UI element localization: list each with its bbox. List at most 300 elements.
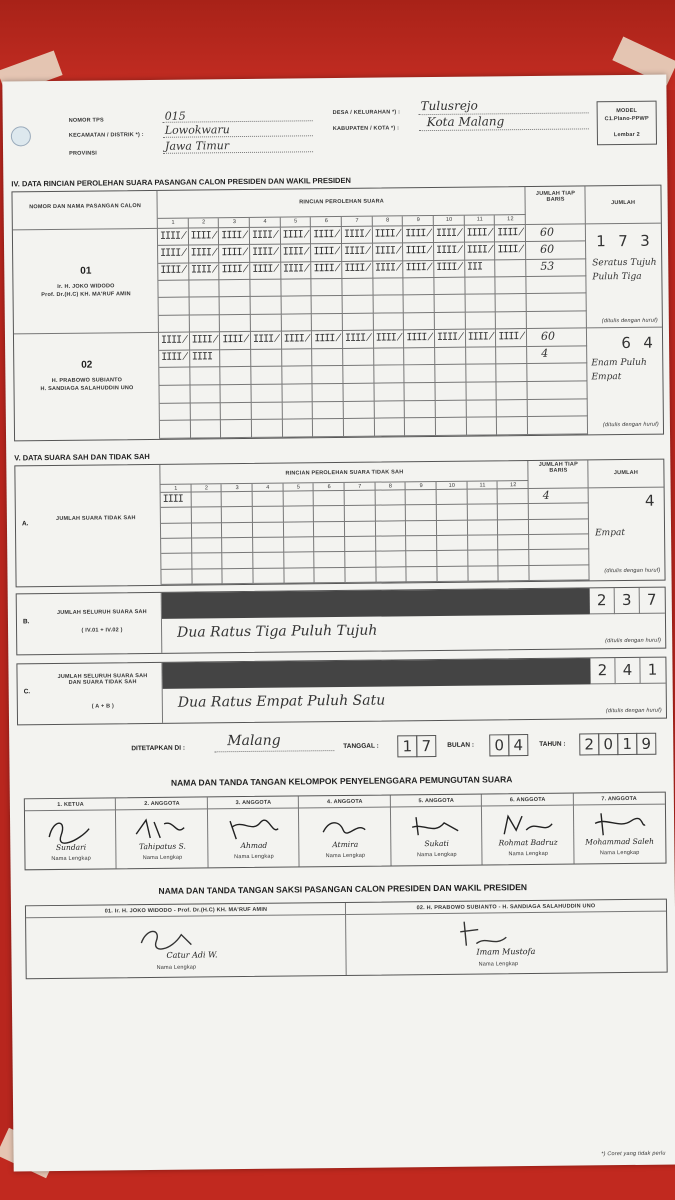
header-jumlah-baris-v-cell <box>528 460 588 489</box>
tally-cell <box>404 261 435 279</box>
tahun-digit-1: 2 <box>584 735 595 754</box>
tally-cell <box>437 505 468 521</box>
tally-cell <box>192 523 223 539</box>
nomor-tps-label: NOMOR TPS <box>68 117 104 124</box>
tally-cell <box>253 553 284 569</box>
kpps-sign-cell <box>299 807 391 866</box>
tally-cell <box>437 490 468 506</box>
tahun-digit-2: 0 <box>603 735 614 754</box>
c-digit-box <box>615 658 640 684</box>
tally-cell <box>282 402 313 420</box>
kpps-member-name: Rohmat Badruz <box>498 837 558 848</box>
provinsi-label: PROVINSI <box>69 150 97 157</box>
tally-mark: IIII̸ <box>497 244 524 256</box>
bulan-label: BULAN : <box>447 741 475 749</box>
candidate-02-digit-1: 6 <box>621 333 631 353</box>
tally-cell <box>404 313 435 331</box>
header-jumlah-baris-cell <box>525 186 585 225</box>
tally-cell <box>404 330 435 348</box>
tally-cell <box>192 538 223 554</box>
tally-cell <box>159 350 190 368</box>
b-digit-box <box>640 588 665 614</box>
tally-cell <box>376 521 407 537</box>
candidate-02-name2: H. SANDIAGA SALAHUDDIN UNO <box>40 385 134 393</box>
tally-cell <box>344 419 375 437</box>
kpps-role-label: 4. ANGGOTA <box>327 798 363 806</box>
tally-cell <box>189 298 220 316</box>
row-total-cell <box>529 488 589 504</box>
column-number: 7 <box>355 217 359 224</box>
tally-cell <box>158 229 189 247</box>
ditetapkan-place: Malang <box>227 732 281 750</box>
kabupaten-value: Kota Malang <box>426 114 505 130</box>
column-number-cell <box>158 219 189 229</box>
tally-mark: IIII̸ <box>282 263 310 275</box>
tally-mark: IIII̸ <box>283 333 310 345</box>
kpps-caption: Nama Lengkap <box>416 851 457 859</box>
tally-cell <box>373 261 404 279</box>
tally-cell <box>284 568 315 584</box>
a-note: (ditulis dengan huruf) <box>604 567 661 575</box>
row-total-cell <box>526 224 586 242</box>
tally-cell <box>373 226 404 244</box>
candidate-02-number: 02 <box>81 359 93 371</box>
tally-cell <box>498 489 529 505</box>
tally-cell <box>282 367 313 385</box>
tally-cell <box>219 228 250 246</box>
tally-cell <box>220 263 251 281</box>
kpps-caption: Nama Lengkap <box>508 850 549 858</box>
tally-cell <box>345 521 376 537</box>
tally-cell <box>405 383 436 401</box>
kpps-role-header <box>25 798 117 811</box>
header-jumlah-cell <box>585 186 660 225</box>
column-number: 6 <box>324 218 329 225</box>
tally-cell <box>406 521 437 537</box>
tally-cell <box>250 262 281 280</box>
tally-cell <box>312 296 343 314</box>
b-digit-1: 2 <box>596 591 607 610</box>
tally-cell <box>281 227 312 245</box>
tally-cell <box>221 367 252 385</box>
tally-cell <box>376 567 407 583</box>
tally-cell <box>161 539 192 555</box>
row-total: 60 <box>540 242 555 256</box>
tally-cell <box>191 421 222 439</box>
tally-cell <box>436 400 467 418</box>
header-jumlah-v-text: JUMLAH <box>613 469 639 477</box>
tally-cell <box>220 297 251 315</box>
desa-value: Tulusrejo <box>420 98 478 114</box>
tahun-box <box>598 733 618 755</box>
tally-mark: IIII̸ <box>252 263 279 276</box>
tally-cell <box>466 400 497 418</box>
tally-cell <box>314 506 345 522</box>
candidate-01-words-1: Seratus Tujuh <box>592 257 657 269</box>
saksi-col2-sign <box>346 912 667 975</box>
b-label: JUMLAH SELURUH SUARA SAH <box>56 609 147 616</box>
kpps-caption: Nama Lengkap <box>599 849 640 857</box>
tally-cell <box>189 263 220 281</box>
tally-cell <box>467 489 498 505</box>
a-jumlah-cell <box>589 488 665 581</box>
saksi-col2-text: 02. H. PRABOWO SUBIANTO - H. SANDIAGA SALAHUDDIN UNO <box>416 903 596 912</box>
tally-cell <box>468 535 499 551</box>
a-label-cell <box>15 465 161 587</box>
tally-cell <box>220 280 251 298</box>
tally-cell <box>190 385 221 403</box>
tally-cell <box>223 569 254 585</box>
tally-mark: IIII̸ <box>252 333 280 345</box>
tally-cell <box>437 551 468 567</box>
tally-cell <box>342 261 373 279</box>
candidate-01-name-cell <box>13 229 159 335</box>
tahun-box <box>636 733 656 755</box>
tally-cell <box>192 554 223 570</box>
c-shaded-area <box>162 658 590 688</box>
tally-cell <box>498 520 529 536</box>
tally-cell <box>313 402 344 420</box>
section-v-title: V. DATA SUARA SAH DAN TIDAK SAH <box>14 451 150 463</box>
tally-mark: IIII̸ <box>190 247 217 259</box>
tally-cell <box>407 567 438 583</box>
tally-mark: IIII̸ <box>221 229 248 241</box>
b-label-cell <box>17 593 163 655</box>
tally-cell <box>497 382 528 400</box>
tally-cell <box>161 493 192 509</box>
b-formula: ( IV.01 + IV.02 ) <box>81 627 123 634</box>
tally-cell <box>284 553 315 569</box>
row-total: 60 <box>540 329 556 343</box>
tally-mark: IIII̸ <box>344 332 372 344</box>
column-number-cell <box>311 217 342 227</box>
kpps-member-name: Mohammad Saleh <box>585 836 654 847</box>
tally-cell <box>253 568 284 584</box>
b-digit-3: 7 <box>646 590 657 609</box>
c-digit-box <box>590 658 615 684</box>
tally-cell <box>342 244 373 262</box>
tally-cell <box>161 508 192 524</box>
tally-cell <box>160 403 191 421</box>
tally-cell <box>312 331 343 349</box>
kpps-caption: Nama Lengkap <box>325 852 366 860</box>
tally-mark: IIII̸ <box>498 330 525 343</box>
column-number-cell <box>495 215 526 225</box>
tanggal-digit-2: 7 <box>421 737 432 756</box>
kpps-signature <box>496 810 560 841</box>
tally-cell <box>435 383 466 401</box>
kpps-role-header <box>208 796 300 809</box>
tally-mark: IIII̸ <box>405 245 432 257</box>
c-label-cell <box>17 663 163 725</box>
kpps-role-header <box>573 793 665 806</box>
tally-cell <box>252 385 283 403</box>
tally-cell <box>251 297 282 315</box>
kpps-title: NAMA DAN TANDA TANGAN KELOMPOK PENYELENGGARA PEMUNGUTAN SUARA <box>170 774 513 788</box>
tally-cell <box>343 348 374 366</box>
kpps-signature <box>39 814 103 845</box>
tally-cell <box>374 366 405 384</box>
c-label: JUMLAH SELURUH SUARA SAH DAN SUARA TIDAK SAH <box>57 673 148 686</box>
tally-mark: IIII̸ <box>252 246 279 258</box>
candidate-01-note: (ditulis dengan huruf) <box>601 317 658 325</box>
header-jumlah-baris-text: JUMLAH TIAP BARIS <box>535 190 576 203</box>
tally-cell <box>345 506 376 522</box>
tally-cell <box>434 278 465 296</box>
tally-cell <box>219 245 250 263</box>
tally-cell <box>434 243 465 261</box>
tally-cell <box>251 349 282 367</box>
tally-cell <box>311 227 342 245</box>
tally-cell <box>315 568 346 584</box>
candidate-01-digit-1: 1 <box>596 232 606 251</box>
provinsi-value: Jawa Timur <box>164 139 230 153</box>
tally-mark: IIII̸ <box>313 245 340 258</box>
row-total-cell <box>529 534 589 550</box>
column-number: 5 <box>294 218 298 225</box>
tally-mark: IIII̸ <box>343 228 371 240</box>
kpps-signature <box>130 814 194 845</box>
tally-cell <box>466 365 497 383</box>
tally-cell <box>496 294 527 312</box>
tally-cell <box>158 263 189 281</box>
bulan-digit-1: 0 <box>494 736 505 755</box>
header-rincian-tidak-sah-text: RINCIAN PEROLEHAN SUARA TIDAK SAH <box>285 469 404 477</box>
tally-cell <box>253 492 284 508</box>
row-total-cell <box>527 346 587 364</box>
candidate-02-name-cell <box>14 333 160 441</box>
saksi-caption-2: Nama Lengkap <box>478 961 519 968</box>
tally-cell <box>343 331 374 349</box>
a-words: Empat <box>595 528 625 539</box>
tally-mark: IIII̸ <box>161 352 188 364</box>
tally-cell <box>189 315 220 333</box>
tally-cell <box>435 330 466 348</box>
tally-mark: IIII̸ <box>406 331 433 344</box>
nomor-tps-value: 015 <box>164 109 186 123</box>
tally-cell <box>405 401 436 419</box>
row-total-cell <box>529 565 589 581</box>
tally-cell <box>373 278 404 296</box>
tally-mark: IIII̸ <box>374 262 402 274</box>
kpps-sign-cell <box>482 806 574 865</box>
tally-cell <box>251 332 282 350</box>
tally-cell <box>161 523 192 539</box>
candidate-01-jumlah-cell <box>586 224 662 329</box>
tally-cell <box>343 296 374 314</box>
tally-cell <box>374 401 405 419</box>
column-number: 8 <box>388 483 393 490</box>
tally-cell <box>373 244 404 262</box>
candidate-02-name1: H. PRABOWO SUBIANTO <box>51 377 123 385</box>
column-number-cell <box>342 217 373 227</box>
tally-cell <box>345 491 376 507</box>
tally-cell <box>251 367 282 385</box>
header-nomor-text: NOMOR DAN NAMA PASANGAN CALON <box>29 203 142 211</box>
row-total-cell <box>527 381 587 399</box>
tally-mark: IIII̸ <box>436 262 463 274</box>
tally-cell <box>222 507 253 523</box>
tally-cell <box>406 490 437 506</box>
tally-cell <box>313 366 344 384</box>
tally-mark: IIII̸ <box>375 332 402 344</box>
tanggal-digit-1: 1 <box>402 737 413 756</box>
candidate-01-number: 01 <box>80 265 92 277</box>
kpps-caption: Nama Lengkap <box>234 853 274 861</box>
tally-mark: IIII̸ <box>282 228 309 241</box>
tally-cell <box>405 365 436 383</box>
tally-cell <box>281 245 312 263</box>
row-total-cell <box>527 364 587 382</box>
row-total-cell <box>528 399 588 417</box>
model-label: MODEL <box>616 107 638 115</box>
header-rincian-text: RINCIAN PEROLEHAN SUARA <box>299 198 384 206</box>
kpps-member-name: Ahmad <box>240 840 268 851</box>
tally-cell <box>220 350 251 368</box>
column-number-cell <box>219 218 250 228</box>
tally-cell <box>161 554 192 570</box>
tally-cell <box>160 421 191 439</box>
saksi-title: NAMA DAN TANDA TANGAN SAKSI PASANGAN CALON PRESIDEN DAN WAKIL PRESIDEN <box>158 882 528 896</box>
a-digit: 4 <box>644 491 655 510</box>
kpps-sign-cell <box>208 808 300 867</box>
tally-cell <box>376 536 407 552</box>
tally-cell <box>404 278 435 296</box>
saksi-name-1: Catur Adi W. <box>166 950 218 960</box>
tally-cell <box>158 246 189 264</box>
tally-cell <box>435 347 466 365</box>
row-total: 60 <box>539 225 554 239</box>
tally-cell <box>497 400 528 418</box>
tally-cell <box>496 312 527 330</box>
header-jumlah-text: JUMLAH <box>611 199 636 207</box>
saksi-col1-text: 01. Ir. H. JOKO WIDODO - Prof. Dr.(H.C) KH. MA'RUF AMIN <box>104 906 268 915</box>
tally-cell <box>496 277 527 295</box>
ditetapkan-label: DITETAPKAN DI : <box>131 744 186 753</box>
kpps-sign-cell <box>25 810 117 869</box>
column-number-cell <box>372 216 403 226</box>
bulan-box <box>508 734 528 756</box>
tally-cell <box>250 245 281 263</box>
tally-cell <box>343 366 374 384</box>
tally-cell <box>407 551 438 567</box>
tally-cell <box>496 260 527 278</box>
column-number-cell <box>280 217 311 227</box>
kpps-member-name: Atmira <box>332 839 359 850</box>
column-number: 10 <box>448 482 456 489</box>
tally-cell <box>283 420 314 438</box>
kpps-signature <box>313 812 377 843</box>
tally-mark: IIII̸ <box>221 246 248 259</box>
row-total-cell <box>527 294 587 312</box>
c-note: (ditulis dengan huruf) <box>605 707 662 715</box>
tally-cell <box>434 226 465 244</box>
saksi-caption-1: Nama Lengkap <box>156 964 197 971</box>
kpps-role-label: 6. ANGGOTA <box>509 796 546 804</box>
dotted-line <box>163 120 313 123</box>
tanggal-box <box>397 735 417 757</box>
model-box <box>597 101 657 146</box>
tally-cell <box>468 520 499 536</box>
tally-cell <box>465 260 496 278</box>
kpps-member-name: Tahipatus S. <box>139 841 186 852</box>
candidate-01-name1: Ir. H. JOKO WIDODO <box>57 283 115 290</box>
tally-cell <box>403 226 434 244</box>
tally-cell <box>190 350 221 368</box>
row-total-cell <box>526 276 586 294</box>
kpps-caption: Nama Lengkap <box>51 855 92 863</box>
tally-cell <box>373 313 404 331</box>
kpps-signature <box>222 813 286 844</box>
row-total: 53 <box>540 260 555 274</box>
tally-cell <box>374 383 405 401</box>
tally-cell <box>343 313 374 331</box>
saksi-col1-sign <box>26 915 347 978</box>
candidate-02-words-2: Empat <box>591 372 622 383</box>
tahun-digit-4: 9 <box>641 734 652 753</box>
tally-cell <box>435 295 466 313</box>
tally-cell <box>376 552 407 568</box>
row-total: 4 <box>541 347 549 361</box>
tally-cell <box>190 332 221 350</box>
column-number: 3 <box>232 219 237 226</box>
kpps-signature <box>587 809 651 840</box>
bulan-box <box>489 734 509 756</box>
row-total: 4 <box>542 488 550 502</box>
desa-label: DESA / KELURAHAN *) : <box>332 109 401 117</box>
dotted-line <box>163 135 313 138</box>
tally-mark: IIII̸ <box>313 228 340 240</box>
tally-cell <box>282 331 313 349</box>
tally-cell <box>311 244 342 262</box>
kecamatan-label: KECAMATAN / DISTRIK *) : <box>68 132 144 139</box>
tally-mark: IIII̸ <box>191 334 218 346</box>
tally-mark: IIII̸ <box>160 247 187 259</box>
tally-mark: IIII̸ <box>405 262 432 274</box>
tally-cell <box>496 329 527 347</box>
tally-cell <box>252 420 283 438</box>
tally-cell <box>250 280 281 298</box>
kpps-sign-cell <box>116 809 208 868</box>
candidate-02-words-1: Enam Puluh <box>591 357 647 369</box>
tally-cell <box>312 314 343 332</box>
tally-cell <box>405 418 436 436</box>
bulan-digit-2: 4 <box>513 736 524 755</box>
tally-mark: IIII̸ <box>251 229 279 241</box>
tahun-box <box>617 733 637 755</box>
a-letter: A. <box>21 520 29 528</box>
tally-cell <box>253 522 284 538</box>
kpps-role-label: 2. ANGGOTA <box>144 800 180 808</box>
tally-cell <box>315 552 346 568</box>
tally-cell <box>159 368 190 386</box>
tally-cell <box>252 402 283 420</box>
row-total-cell <box>529 519 589 535</box>
tally-mark: IIII̸ <box>467 331 494 343</box>
tally-cell <box>190 368 221 386</box>
tally-cell <box>497 417 528 435</box>
c-letter: C. <box>23 688 31 696</box>
tally-cell <box>344 401 375 419</box>
tally-cell <box>345 552 376 568</box>
tally-cell <box>220 332 251 350</box>
dotted-line <box>163 151 313 154</box>
kecamatan-value: Lowokwaru <box>164 123 230 137</box>
tally-mark: IIII̸ <box>374 227 401 240</box>
column-number: 12 <box>509 482 517 489</box>
tally-cell <box>222 492 253 508</box>
tally-cell <box>437 520 468 536</box>
